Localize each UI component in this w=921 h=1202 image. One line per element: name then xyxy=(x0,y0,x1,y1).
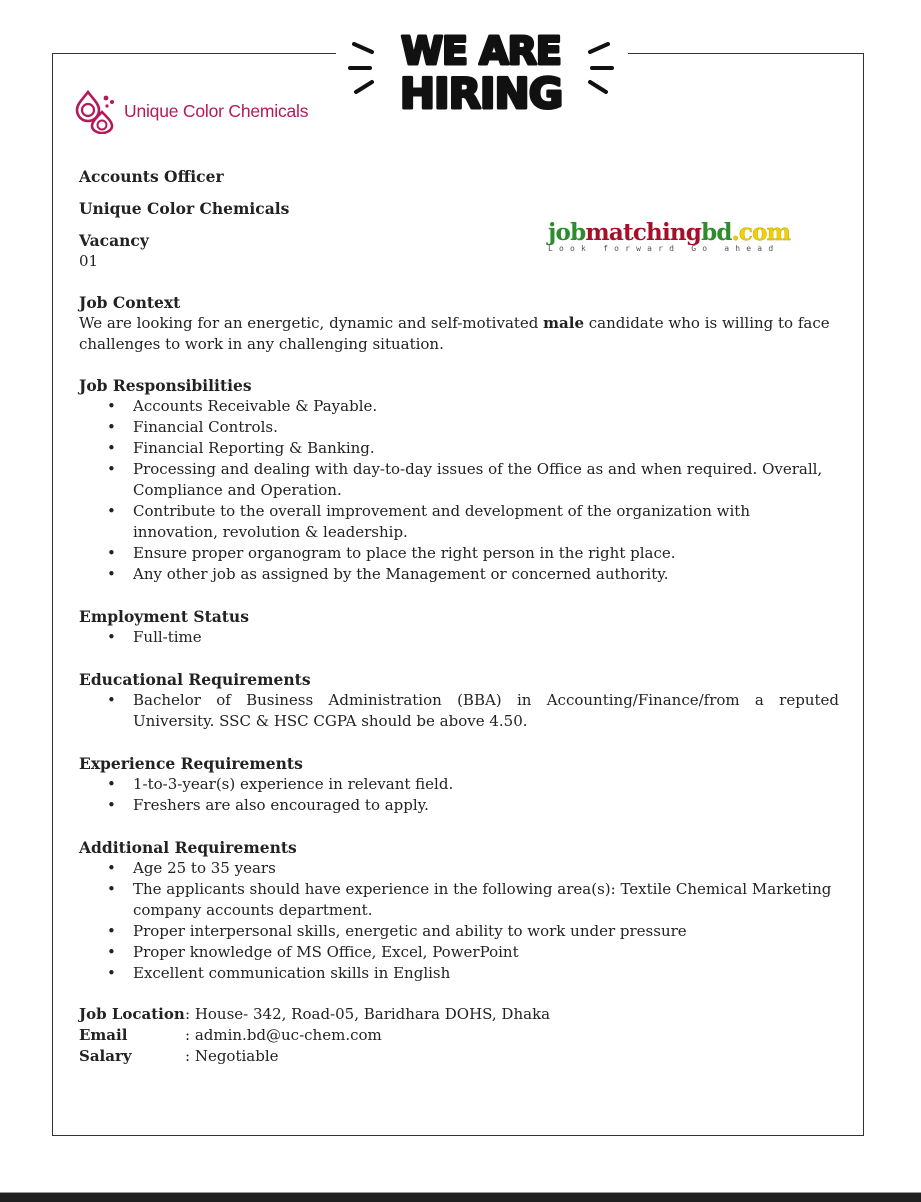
vacancy-value: 01 xyxy=(79,252,99,270)
job-post-content xyxy=(79,166,839,1067)
responsibilities-list xyxy=(79,396,839,585)
list-item: • Age 25 to 35 years xyxy=(79,858,839,879)
experience-list xyxy=(79,774,839,816)
uc-monogram-icon xyxy=(74,88,118,134)
list-item: • Any other job as assigned by the Management or concerned authority. xyxy=(79,564,839,585)
info-row-salary xyxy=(79,1046,839,1067)
job-context-heading: Job Context xyxy=(79,293,181,312)
company-logo xyxy=(74,88,308,134)
emphasis-male: male xyxy=(543,314,585,332)
list-item: • Contribute to the overall improvement and development of the organization with innovation, revolution & leadership. xyxy=(79,501,839,543)
list-item: • Proper knowledge of MS Office, Excel, PowerPoint xyxy=(79,942,839,963)
we-are-hiring-banner xyxy=(346,24,616,116)
additional-requirements-list xyxy=(79,858,839,984)
list-item: • Financial Controls. xyxy=(79,417,839,438)
info-label: Salary xyxy=(79,1047,132,1065)
list-item: • Financial Reporting & Banking. xyxy=(79,438,839,459)
info-value: : Negotiable xyxy=(185,1047,279,1065)
list-item: • Accounts Receivable & Payable. xyxy=(79,396,839,417)
education-heading: Educational Requirements xyxy=(79,670,311,689)
education-list xyxy=(79,690,839,732)
list-item: • Processing and dealing with day-to-day issues of the Office as and when required. Overall, Compliance and Operation. xyxy=(79,459,839,501)
additional-requirements-heading: Additional Requirements xyxy=(79,838,297,857)
info-label: Email xyxy=(79,1026,128,1044)
experience-heading: Experience Requirements xyxy=(79,754,303,773)
watermark-tagline: Look forward Go ahead xyxy=(548,244,780,253)
info-value: : House- 342, Road-05, Baridhara DOHS, Dhaka xyxy=(185,1005,551,1023)
vacancy-label: Vacancy xyxy=(79,231,149,250)
watermark-logo-text: jobmatchingbd.com xyxy=(548,219,791,246)
info-label: Job Location xyxy=(79,1005,185,1023)
list-item: • Freshers are also encouraged to apply. xyxy=(79,795,839,816)
responsibilities-heading: Job Responsibilities xyxy=(79,376,252,395)
job-info-block xyxy=(79,1004,839,1067)
info-row-email xyxy=(79,1025,839,1046)
list-item: • Full-time xyxy=(79,627,839,648)
job-context-text: We are looking for an energetic, dynamic and self-motivated male candidate who is willing to face challenges to work in any challenging situation. xyxy=(79,314,830,353)
email-value[interactable]: : admin.bd@uc-chem.com xyxy=(185,1026,382,1044)
list-item: • Ensure proper organogram to place the right person in the right place. xyxy=(79,543,839,564)
company-name: Unique Color Chemicals xyxy=(79,199,290,218)
list-item: • Excellent communication skills in English xyxy=(79,963,839,984)
logo-company-name: Unique Color Chemicals xyxy=(124,100,309,121)
job-title: Accounts Officer xyxy=(79,167,224,186)
list-item: • Bachelor of Business Administration (BBA) in Accounting/Finance/from a reputed University. SSC & HSC CGPA should be above 4.50. xyxy=(79,690,839,732)
banner-line1: WE ARE xyxy=(401,29,561,73)
list-item: • 1-to-3-year(s) experience in relevant field. xyxy=(79,774,839,795)
list-item: • The applicants should have experience in the following area(s): Textile Chemical Marketing company accounts department. xyxy=(79,879,839,921)
list-item: • Proper interpersonal skills, energetic and ability to work under pressure xyxy=(79,921,839,942)
banner-line2: HIRING xyxy=(399,69,563,116)
info-row-location xyxy=(79,1004,839,1025)
employment-status-heading: Employment Status xyxy=(79,607,249,626)
employment-status-list xyxy=(79,627,839,648)
